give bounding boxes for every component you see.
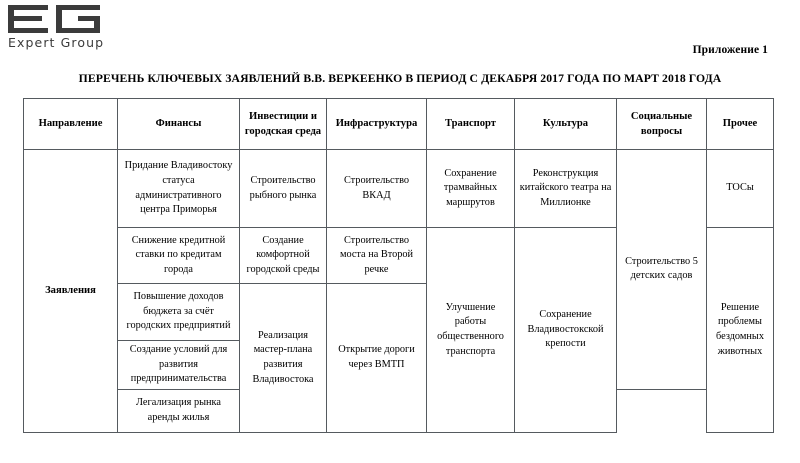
cell-other-1: ТОСы <box>707 150 774 228</box>
cell-investment-1: Строительство рыбного рынка <box>240 150 327 228</box>
cell-infrastructure-1: Строительство ВКАД <box>327 150 427 228</box>
annex-label: Приложение 1 <box>692 44 768 56</box>
column-header-finance: Финансы <box>118 99 240 150</box>
statements-matrix-table <box>23 98 774 433</box>
row-label-statements: Заявления <box>24 150 118 433</box>
column-header-investment: Инвестиции и городская среда <box>240 99 327 150</box>
statements-table-container <box>23 98 773 433</box>
cell-transport-2: Улучшение работы общественного транспорта <box>427 228 515 433</box>
logo-wordmark: Expert Group <box>8 35 105 50</box>
column-header-direction: Направление <box>24 99 118 150</box>
cell-transport-1: Сохранение трамвайных маршрутов <box>427 150 515 228</box>
cell-finance-5: Легализация рынка аренды жилья <box>118 389 240 432</box>
brand-logo <box>6 4 112 50</box>
cell-social-1: Строительство 5 детских садов <box>617 150 707 390</box>
column-header-transport: Транспорт <box>427 99 515 150</box>
cell-finance-3: Повышение доходов бюджета за счёт городских предприятий <box>118 284 240 341</box>
cell-investment-2: Создание комфортной городской среды <box>240 228 327 284</box>
cell-finance-1: Придание Владивостоку статуса административного центра Приморья <box>118 150 240 228</box>
cell-infrastructure-3: Открытие дороги через ВМТП <box>327 284 427 433</box>
cell-culture-2: Сохранение Владивостокской крепости <box>515 228 617 433</box>
column-header-other: Прочее <box>707 99 774 150</box>
cell-finance-4: Создание условий для развития предпринимательства <box>118 341 240 390</box>
column-header-culture: Культура <box>515 99 617 150</box>
column-header-infrastructure: Инфраструктура <box>327 99 427 150</box>
cell-infrastructure-2: Строительство моста на Второй речке <box>327 228 427 284</box>
cell-other-2: Решение проблемы бездомных животных <box>707 228 774 433</box>
page-title: ПЕРЕЧЕНЬ КЛЮЧЕВЫХ ЗАЯВЛЕНИЙ В.В. ВЕРКЕЕНКО В ПЕРИОД С ДЕКАБРЯ 2017 ГОДА ПО МАРТ 2018 ГОДА <box>78 72 722 85</box>
cell-culture-1: Реконструкция китайского театра на Миллионке <box>515 150 617 228</box>
table-header-row <box>24 99 774 150</box>
cell-investment-3: Реализация мастер-плана развития Владивостока <box>240 284 327 433</box>
cell-finance-2: Снижение кредитной ставки по кредитам города <box>118 228 240 284</box>
table-row <box>24 150 774 228</box>
eg-monogram-icon <box>6 4 104 34</box>
column-header-social: Социальные вопросы <box>617 99 707 150</box>
